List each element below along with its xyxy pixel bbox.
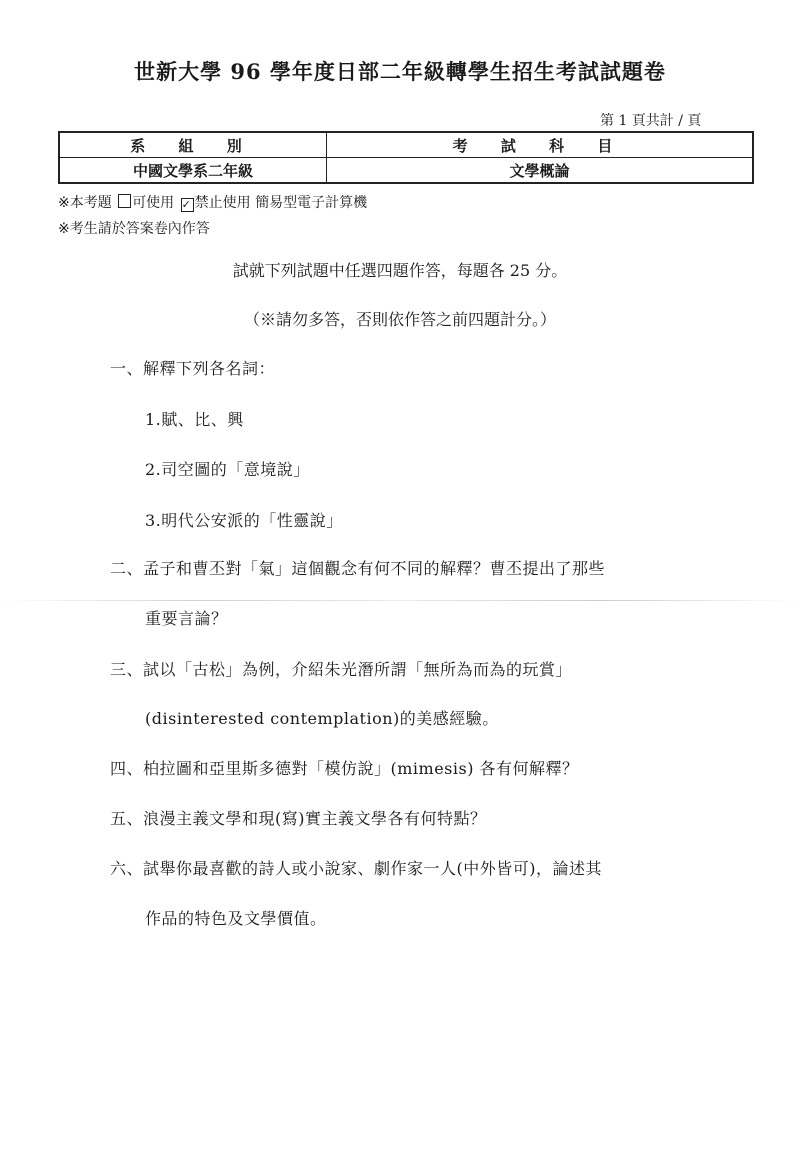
question-5: 五、浪漫主義文學和現(寫)實主義文學各有何特點？ [110, 809, 487, 828]
question-4: 四、柏拉圖和亞里斯多德對「模仿說」(mimesis) 各有何解釋？ [110, 759, 579, 778]
option-forbidden: 禁止使用 [194, 195, 251, 211]
subject-value: 文學概論 [327, 158, 754, 184]
calculator-note [58, 192, 367, 212]
checkmark-icon: ✓ [181, 198, 191, 211]
department-header: 系 組 別 [59, 132, 327, 158]
unchecked-checkbox [118, 194, 131, 208]
calculator-note-suffix: 簡易型電子計算機 [255, 195, 368, 211]
instruction-line-1: 試就下列試題中任選四題作答，每題各 25 分。 [232, 261, 568, 280]
paper-fold-line [0, 600, 800, 601]
question-3-line-2: (disinterested contemplation)的美感經驗。 [145, 709, 499, 728]
answer-sheet-note: ※考生請於答案卷內作答 [58, 221, 210, 237]
question-6-line-2: 作品的特色及文學價值。 [145, 909, 327, 928]
page-info: 第 1 頁共計 / 頁 [600, 113, 702, 129]
question-1: 一、解釋下列各名詞： [110, 359, 276, 378]
calculator-note-prefix: ※本考題 [58, 195, 112, 211]
question-6-line-1: 六、試舉你最喜歡的詩人或小說家、劇作家一人(中外皆可)，論述其 [110, 859, 602, 878]
instruction-line-2: （※請勿多答，否則依作答之前四題計分。） [243, 310, 556, 329]
exam-info-table [58, 131, 754, 184]
question-1-item-3: 3.明代公安派的「性靈說」 [145, 511, 343, 530]
question-3-line-1: 三、試以「古松」為例，介紹朱光潛所謂「無所為而為的玩賞」 [110, 660, 573, 679]
question-2-line-2: 重要言論？ [145, 609, 228, 628]
checked-checkbox [181, 198, 194, 212]
question-1-item-2: 2.司空圖的「意境說」 [145, 460, 310, 479]
exam-title: 世新大學 96 學年度日部二年級轉學生招生考試試題卷 [134, 59, 666, 84]
question-2-line-1: 二、孟子和曹丕對「氣」這個觀念有何不同的解釋？曹丕提出了那些 [110, 559, 606, 578]
department-value: 中國文學系二年級 [59, 158, 327, 184]
option-allowed: 可使用 [132, 195, 175, 211]
question-1-item-1: 1.賦、比、興 [145, 410, 244, 429]
subject-header: 考 試 科 目 [327, 132, 754, 158]
